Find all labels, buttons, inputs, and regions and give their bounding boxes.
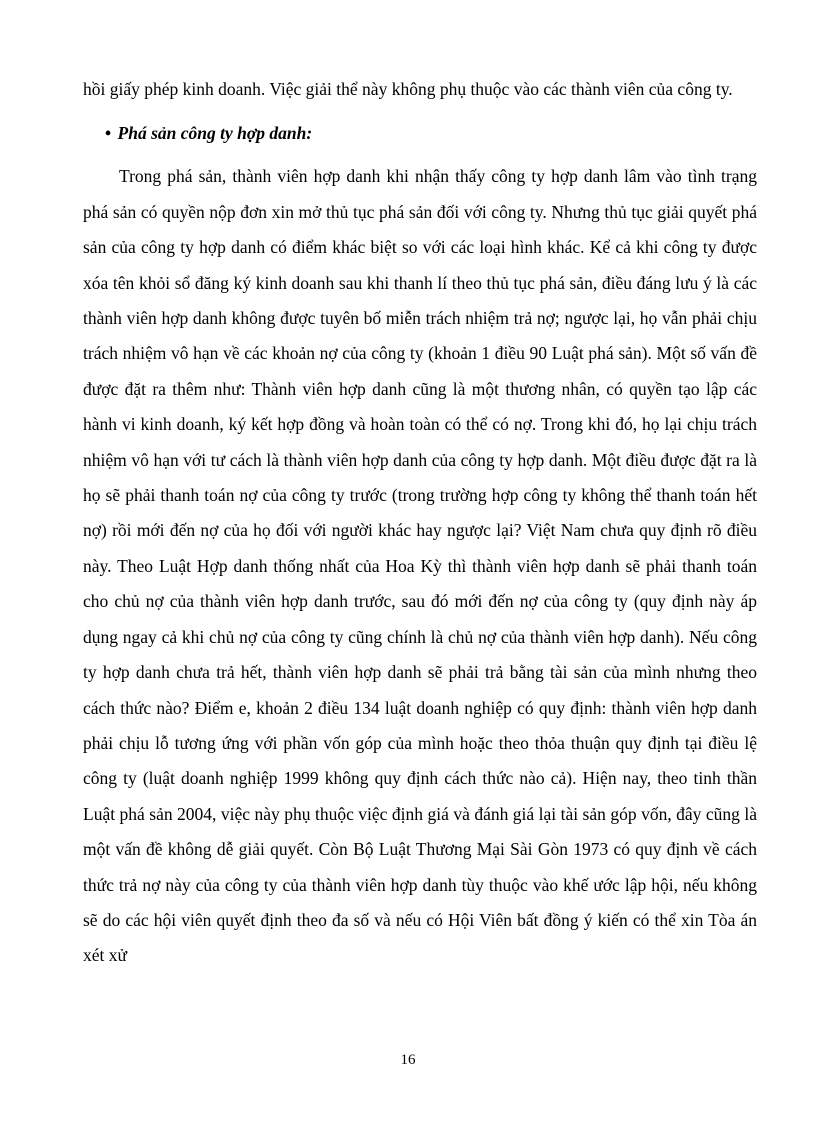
document-body bbox=[83, 72, 757, 974]
intro-paragraph: hồi giấy phép kinh doanh. Việc giải thể này không phụ thuộc vào các thành viên của công ty. bbox=[83, 79, 733, 99]
bullet-icon: • bbox=[105, 123, 112, 144]
section-heading bbox=[83, 116, 757, 151]
section-heading-text: Phá sản công ty hợp danh: bbox=[117, 123, 313, 144]
page-number: 16 bbox=[400, 1052, 416, 1068]
body-paragraph: Trong phá sản, thành viên hợp danh khi nhận thấy công ty hợp danh lâm vào tình trạng phá sản có quyền nộp đơn xin mở thủ tục phá sản đối với công ty. Nhưng thủ tục giải quyết phá sản của công ty hợp danh có điểm khác biệt so với các loại hình khác. Kể cả khi công ty được xóa tên khỏi sổ đăng ký kinh doanh sau khi thanh lí theo thủ tục phá sản, điều đáng lưu ý là các thành viên hợp danh không được tuyên bố miễn trách nhiệm trả nợ; ngược lại, họ vẫn phải chịu trách nhiệm vô hạn về các khoản nợ của công ty (khoản 1 điều 90 Luật phá sản). Một số vấn đề được đặt ra thêm như: Thành viên hợp danh cũng là một thương nhân, có quyền tạo lập các hành vi kinh doanh, ký kết hợp đồng và hoàn toàn có thể có nợ. Trong khi đó, họ lại chịu trách nhiệm vô hạn với tư cách là thành viên hợp danh của công ty hợp danh. Một điều được đặt ra là họ sẽ phải thanh toán nợ của công ty trước (trong trường hợp công ty không thể thanh toán hết nợ) rồi mới đến nợ của họ đối với người khác hay ngược lại? Việt Nam chưa quy định rõ điều này. Theo Luật Hợp danh thống nhất của Hoa Kỳ thì thành viên hợp danh sẽ phải thanh toán cho chủ nợ của thành viên hợp danh trước, sau đó mới đến nợ của công ty (quy định này áp dụng ngay cả khi chủ nợ của công ty cũng chính là chủ nợ của thành viên hợp danh). Nếu công ty hợp danh chưa trả hết, thành viên hợp danh sẽ phải trả bằng tài sản của mình nhưng theo cách thức nào? Điểm e, khoản 2 điều 134 luật doanh nghiệp có quy định: thành viên hợp danh phải chịu lỗ tương ứng với phần vốn góp của mình hoặc theo thỏa thuận quy định tại điều lệ công ty (luật doanh nghiệp 1999 không quy định cách thức nào cả). Hiện nay, theo tinh thần Luật phá sản 2004, việc này phụ thuộc việc định giá và đánh giá lại tài sản góp vốn, đây cũng là một vấn đề không dễ giải quyết. Còn Bộ Luật Thương Mại Sài Gòn 1973 có quy định về cách thức trả nợ này của công ty của thành viên hợp danh tùy thuộc vào khế ước lập hội, nếu không sẽ do các hội viên quyết định theo đa số và nếu có Hội Viên bất đồng ý kiến có thể xin Tòa án xét xử bbox=[83, 166, 757, 966]
